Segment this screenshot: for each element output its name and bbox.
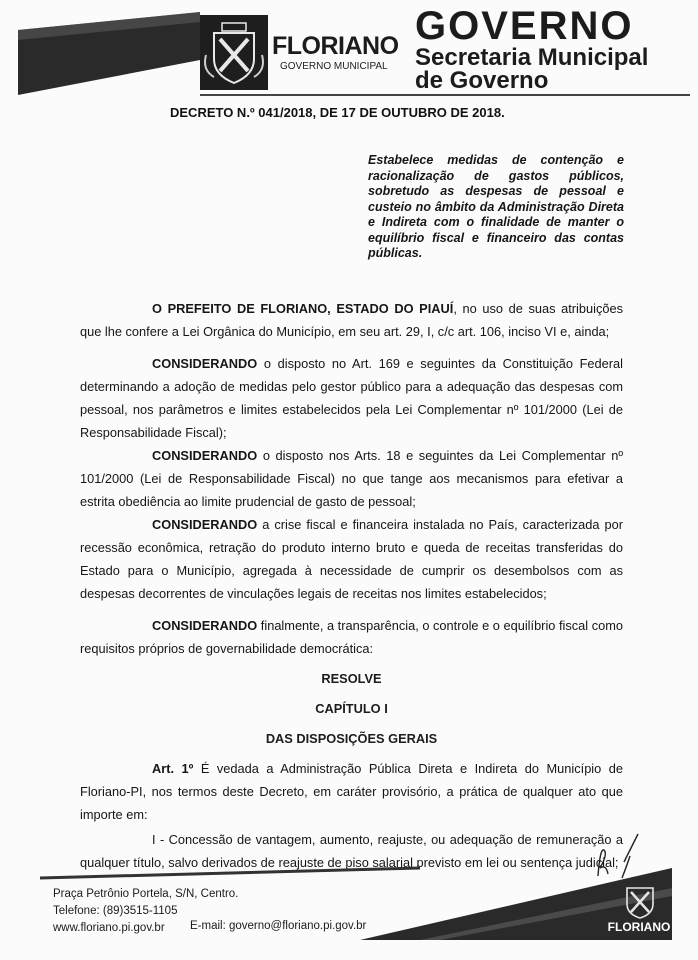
secretariat-title xyxy=(415,46,685,92)
considerando-label: CONSIDERANDO xyxy=(152,517,258,532)
footer-coat-of-arms-icon xyxy=(615,880,665,920)
resolve-heading: RESOLVE xyxy=(321,671,382,686)
considerando-label: CONSIDERANDO xyxy=(152,448,258,463)
footer-brand: FLORIANO xyxy=(607,920,671,934)
considerando-1 xyxy=(80,352,623,444)
preamble-heading: O PREFEITO DE FLORIANO, ESTADO DO PIAUÍ xyxy=(152,301,454,316)
footer-website: www.floriano.pi.gov.br xyxy=(53,922,165,934)
secretariat-line-1: Secretaria Municipal xyxy=(415,44,649,71)
chapter-heading: CAPÍTULO I xyxy=(315,701,388,716)
footer-address: Praça Petrônio Portela, S/N, Centro. xyxy=(53,888,239,900)
coat-of-arms-icon xyxy=(200,15,268,90)
article-1-item-i: I - Concessão de vantagem, aumento, reajuste, ou adequação de remuneração a qualquer título, salvo derivados de reajuste de piso salarial previsto em lei ou sentença judicial; xyxy=(80,832,623,870)
considerando-label: CONSIDERANDO xyxy=(152,618,258,633)
article-1 xyxy=(80,757,623,826)
chapter-title: DAS DISPOSIÇÕES GERAIS xyxy=(265,731,438,746)
considerando-text: o disposto nos Arts. 18 e seguintes da Lei Complementar nº 101/2000 (Lei de Responsabilidade Fiscal) no que tange aos mecanismos para efetivar a estrita obediência ao limite prudencial de gasto de pessoal; xyxy=(80,448,623,509)
considerando-3 xyxy=(80,513,623,605)
considerando-text: a crise fiscal e financeira instalada no País, caracterizada por recessão econômica, retração do produto interno bruto e queda de receitas transferidas do Estado para o Município, agregada à necessidade de cumprir os desembolsos com as despesas decorrentes de vinculações legais de receitas nos limites estabelecidos; xyxy=(80,517,623,601)
considerando-text: finalmente, a transparência, o controle e o equilíbrio fiscal como requisitos próprios de governabilidade democrática: xyxy=(80,618,623,656)
considerando-label: CONSIDERANDO xyxy=(152,356,258,371)
footer-email: E-mail: governo@floriano.pi.gov.br xyxy=(190,920,367,932)
article-label: Art. 1º xyxy=(152,761,194,776)
considerando-2 xyxy=(80,444,623,513)
decree-ementa: Estabelece medidas de contenção e racionalização de gastos públicos, sobretudo as despesas de pessoal e custeio no âmbito da Administração Direta e Indireta com o finalidade de manter o equilíbrio fiscal e financeiro das contas públicas. xyxy=(368,153,624,260)
footer-rule xyxy=(40,868,420,878)
brand-subtitle: GOVERNO MUNICIPAL xyxy=(280,61,388,72)
decree-body xyxy=(80,297,623,874)
government-title: GOVERNO xyxy=(415,4,634,48)
considerando-4 xyxy=(80,614,623,660)
article-text: É vedada a Administração Pública Direta e Indireta do Município de Floriano-PI, nos termos deste Decreto, em caráter provisório, a prática de qualquer ato que importe em: xyxy=(80,761,624,822)
brand-name: FLORIANO xyxy=(272,32,399,60)
preamble xyxy=(80,297,623,343)
considerando-text: o disposto no Art. 169 e seguintes da Constituição Federal determinando a adoção de medidas pelo gestor público para a adequação das despesas com pessoal, nos parâmetros e limites estabelecidos pela Lei Complementar nº 101/2000 (Lei de Responsabilidade Fiscal); xyxy=(80,356,623,440)
preamble-text: , no uso de suas atribuições que lhe confere a Lei Orgânica do Município, em seu art. 29, I, c/c art. 106, inciso VI e, ainda; xyxy=(80,301,623,339)
footer-phone: Telefone: (89)3515-1105 xyxy=(53,905,178,917)
secretariat-line-2: de Governo xyxy=(415,67,549,94)
decree-title: DECRETO N.º 041/2018, DE 17 DE OUTUBRO DE 2018. xyxy=(170,105,505,120)
